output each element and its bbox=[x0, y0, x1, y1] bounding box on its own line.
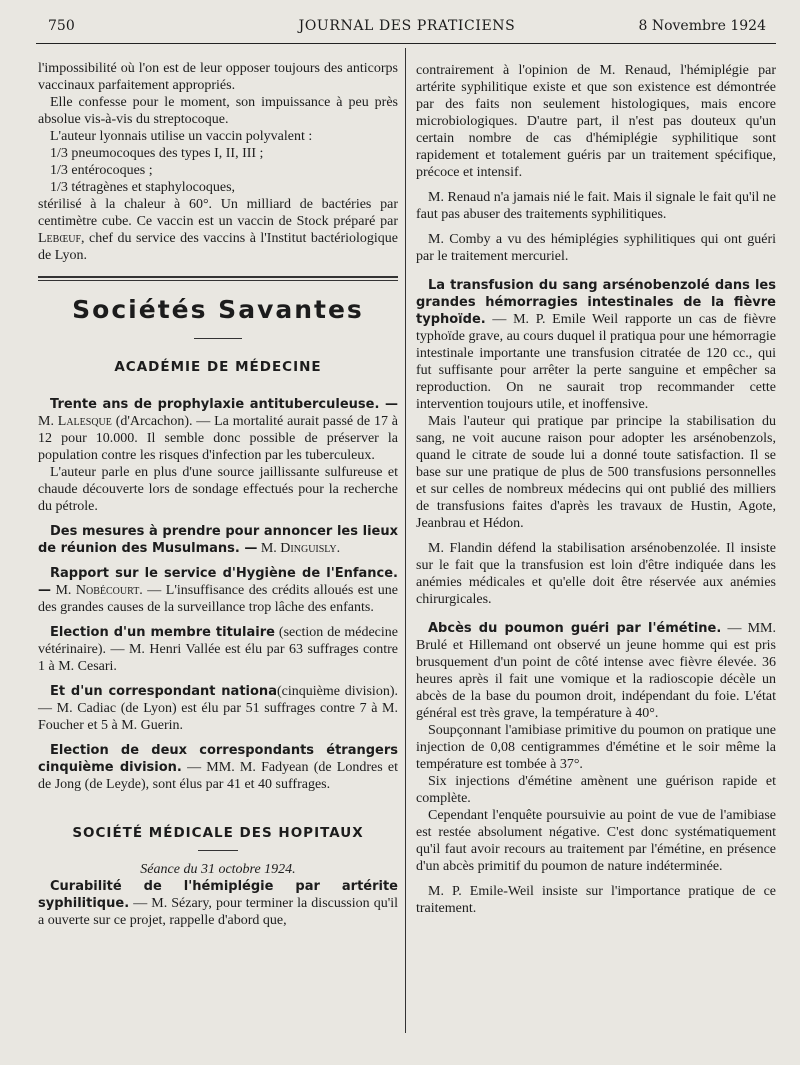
paragraph: Soupçonnant l'amibiase primitive du poumon on pratique une injection de 0,08 centigrammes d'émétine et le soir même la température est tombée à 37°. bbox=[416, 723, 776, 772]
article: Election de deux correspondants étrangers cinquième division. — MM. M. Fadyean (de Londres et de Jong (de Leyde), sont élus par 41 et 40 suffrages. bbox=[38, 743, 398, 792]
page-header bbox=[48, 18, 766, 38]
seance-date: Séance du 31 octobre 1924. bbox=[140, 862, 296, 877]
paragraph: Cependant l'enquête poursuivie au point de vue de l'amibiase est restée absolument négative. C'est donc systématiquement qu'il faut avoir recours au traitement par l'émétine, en présence d'un abcès primitif du poumon de nature indéterminée. bbox=[416, 808, 776, 874]
article: Rapport sur le service d'Hygiène de l'Enfance. — M. Nobécourt. — L'insuffisance des crédits alloués est une des grandes causes de la surveillance trop lâche des enfants. bbox=[38, 566, 399, 615]
paragraph: l'impossibilité où l'on est de leur opposer toujours des anticorps vaccinaux parfaitement appropriés. bbox=[38, 61, 398, 93]
paragraph: M. Flandin défend la stabilisation arsénobenzolée. Il insiste sur le fait que la transfusion est loin d'être indiquée dans les anémies médicales et qu'elle doit être réservée aux anémies chirurgicales. bbox=[416, 541, 776, 607]
paragraph: M. Renaud n'a jamais nié le fait. Mais il signale le fait qu'il ne faut pas abuser des traitements syphilitiques. bbox=[416, 190, 776, 222]
article: Trente ans de prophylaxie antituberculeuse. — M. Lalesque (d'Arcachon). — La mortalité aurait passé de 17 à 12 pour 10.000. Il semble donc possible de préserver la population contre les risques d'infection par les tuberculeux. bbox=[38, 397, 399, 463]
paragraph: Mais l'auteur qui pratique par principe la stabilisation du sang, ne voit aucune raison pour adopter les arsénobenzols, quand le citrate de soude lui a donné toute satisfaction. Il se base sur une pratique de plus de 500 transfusions personnelles et sur celles de nombreux médecins qui ont publié des milliers de transfusions faites d'après les travaux de Hustin, Agote, Jeanbrau et Hédon. bbox=[416, 414, 776, 531]
list-item: 1/3 tétragènes et staphylocoques, bbox=[50, 180, 236, 195]
divider bbox=[198, 850, 238, 851]
page-number: 750 bbox=[48, 18, 75, 34]
issue-date: 8 Novembre 1924 bbox=[638, 18, 766, 34]
article: Des mesures à prendre pour annoncer les lieux de réunion des Musulmans. — M. Dinguisly. bbox=[38, 524, 398, 556]
academie-heading: ACADÉMIE DE MÉDECINE bbox=[114, 359, 322, 375]
paragraph: stérilisé à la chaleur à 60°. Un milliard de bactéries par centimètre cube. Ce vaccin est un vaccin de Stock préparé par Lebœuf, chef du service des vaccins à l'Institut bactériologique de Lyon. bbox=[38, 197, 398, 263]
paragraph: Elle confesse pour le moment, son impuissance à peu près absolue vis-à-vis du streptocoque. bbox=[38, 95, 398, 127]
paragraph: contrairement à l'opinion de M. Renaud, l'hémiplégie par artérite syphilitique existe et que son existence est démontrée par des faits non seulement histologiques, mais encore microbiologiques. D'autre part, il n'est pas douteux qu'un certain nombre de cas d'hémiplégie syphilitique sont rapidement et totalement guéris par un traitement spécifique, précoce et intensif. bbox=[416, 63, 776, 180]
right-column bbox=[416, 62, 776, 917]
article: Election d'un membre titulaire (section de médecine vétérinaire). — M. Henri Vallée est élu par 63 suffrages contre 1 à M. Cesari. bbox=[38, 625, 398, 674]
paragraph: L'auteur parle en plus d'une source jaillissante sulfureuse et chaude découverte lors de sondage effectués pour la recherche du pétrole. bbox=[38, 465, 398, 514]
left-column bbox=[38, 60, 398, 929]
section-double-rule bbox=[38, 276, 398, 278]
article: Curabilité de l'hémiplégie par artérite syphilitique. — M. Sézary, pour terminer la discussion qu'il a ouverte sur ce projet, rappelle d'abord que, bbox=[38, 879, 398, 928]
paragraph: Six injections d'émétine amènent une guérison rapide et complète. bbox=[416, 774, 776, 806]
list-item: 1/3 entérocoques ; bbox=[50, 163, 153, 178]
paragraph: M. P. Emile-Weil insiste sur l'importance pratique de ce traitement. bbox=[416, 884, 776, 916]
paragraph: L'auteur lyonnais utilise un vaccin polyvalent : bbox=[50, 129, 313, 144]
article: Et d'un correspondant nationa(cinquième division). — M. Cadiac (de Lyon) est élu par 51 suffrages contre 7 à M. Foucher et 5 à M. Guerin. bbox=[38, 684, 398, 733]
divider bbox=[194, 338, 242, 339]
journal-title: JOURNAL DES PRATICIENS bbox=[298, 18, 516, 34]
paragraph: M. Comby a vu des hémiplégies syphilitiques qui ont guéri par le traitement mercuriel. bbox=[416, 232, 776, 264]
column-divider bbox=[405, 48, 406, 1033]
header-rule bbox=[36, 43, 776, 44]
article: La transfusion du sang arsénobenzolé dans les grandes hémorragies intestinales de la fièvre typhoïde. — M. P. Emile Weil rapporte un cas de fièvre typhoïde grave, au cours duquel il pratiqua pour une hémorragie intestinale importante une transfusion citratée de 120 cc., qui fut suffisante pour arrêter la perte sanguine et empêcher sa reproduction. On ne saurait trop recommander cette intervention toujours utile, et inoffensive. bbox=[416, 278, 777, 412]
article: Abcès du poumon guéri par l'émétine. — MM. Brulé et Hillemand ont observé un jeune homme qui est pris brusquement d'un point de côté intense avec fièvre élevée. 36 heures après il fait une vomique et la radioscopie décèle un abcès de la base du poumon droit, indépendant du foie. L'état général est très grave, la température à 40°. bbox=[416, 621, 776, 721]
smh-heading: SOCIÉTÉ MÉDICALE DES HOPITAUX bbox=[72, 825, 364, 841]
section-title: Sociétés Savantes bbox=[72, 295, 364, 324]
list-item: 1/3 pneumocoques des types I, II, III ; bbox=[50, 146, 264, 161]
